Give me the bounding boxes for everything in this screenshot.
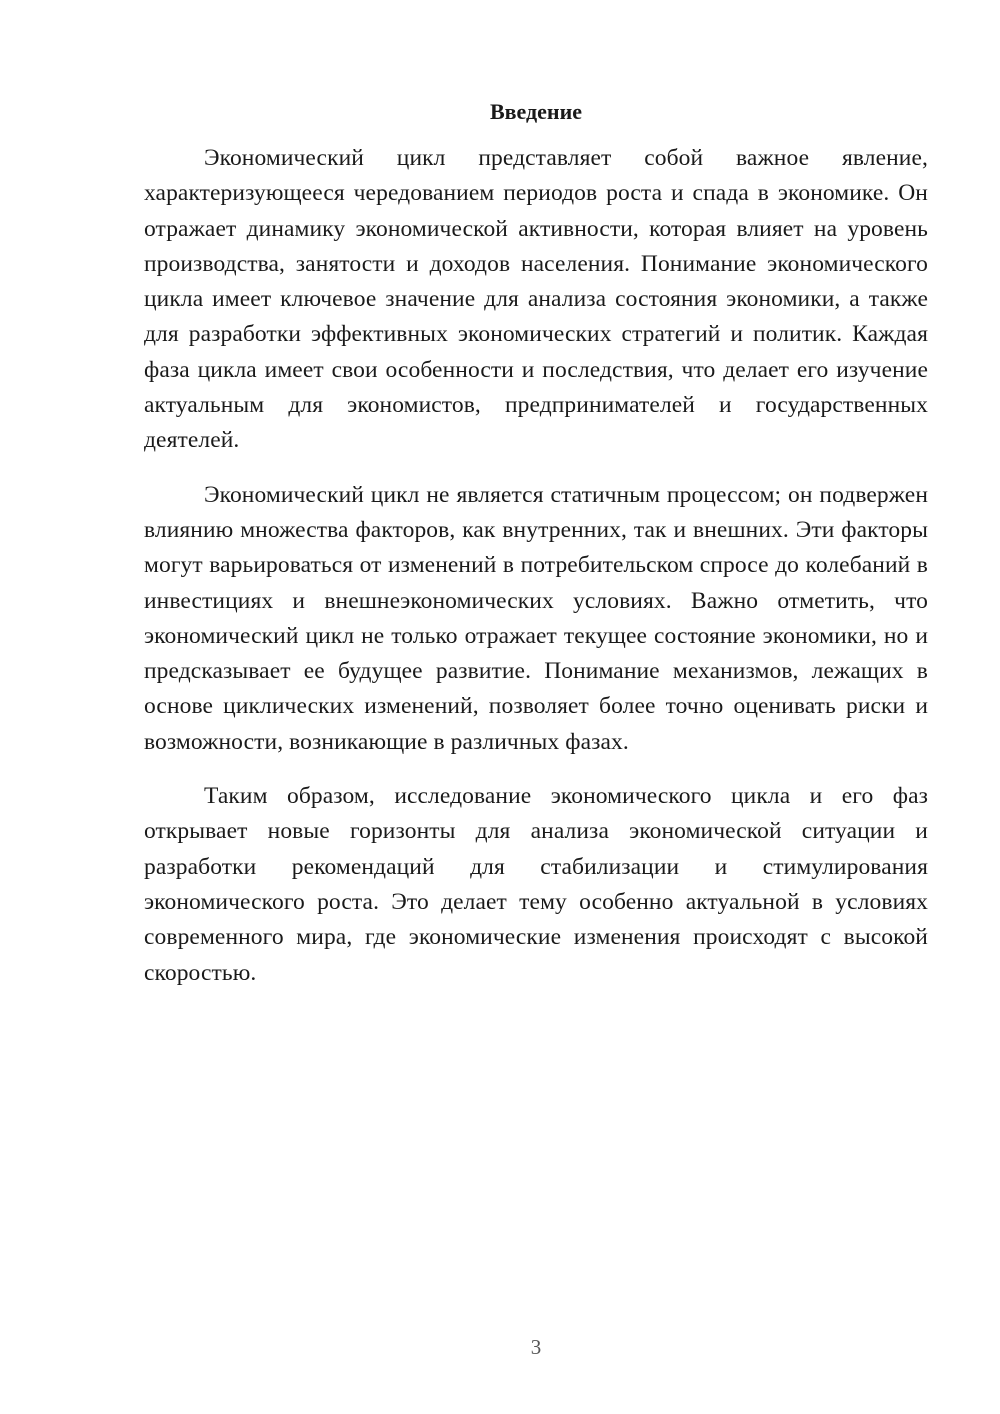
section-title: Введение [489,99,583,124]
paragraph-2: Экономический цикл не является статичным процессом; он подвержен влиянию множества факторов, как внутренних, так и внешних. Эти факторы могут варьироваться от изменений в потребительском спросе до колебаний в инвестициях и внешнеэкономических условиях. Важно отметить, что экономический цикл не только отражает текущее состояние экономики, но и предсказывает ее будущее развитие. Понимание механизмов, лежащих в основе циклических изменений, позволяет более точно оценивать риски и возможности, возникающие в различных фазах. [144,481,928,755]
body-text [144,141,928,1010]
paragraph-3: Таким образом, исследование экономического цикла и его фаз открывает новые горизонты для анализа экономической ситуации и разработки рекомендаций для стабилизации и стимулирования экономического роста. Это делает тему особенно актуальной в условиях современного мира, где экономические изменения происходят с высокой скоростью. [144,783,928,986]
page-number: 3 [530,1335,542,1359]
paragraph-1: Экономический цикл представляет собой важное явление, характеризующееся чередованием периодов роста и спада в экономике. Он отражает динамику экономической активности, которая влияет на уровень производства, занятости и доходов населения. Понимание экономического цикла имеет ключевое значение для анализа состояния экономики, а также для разработки эффективных экономических стратегий и политик. Каждая фаза цикла имеет свои особенности и последствия, что делает его изучение актуальным для экономистов, предпринимателей и государственных деятелей. [144,145,928,454]
